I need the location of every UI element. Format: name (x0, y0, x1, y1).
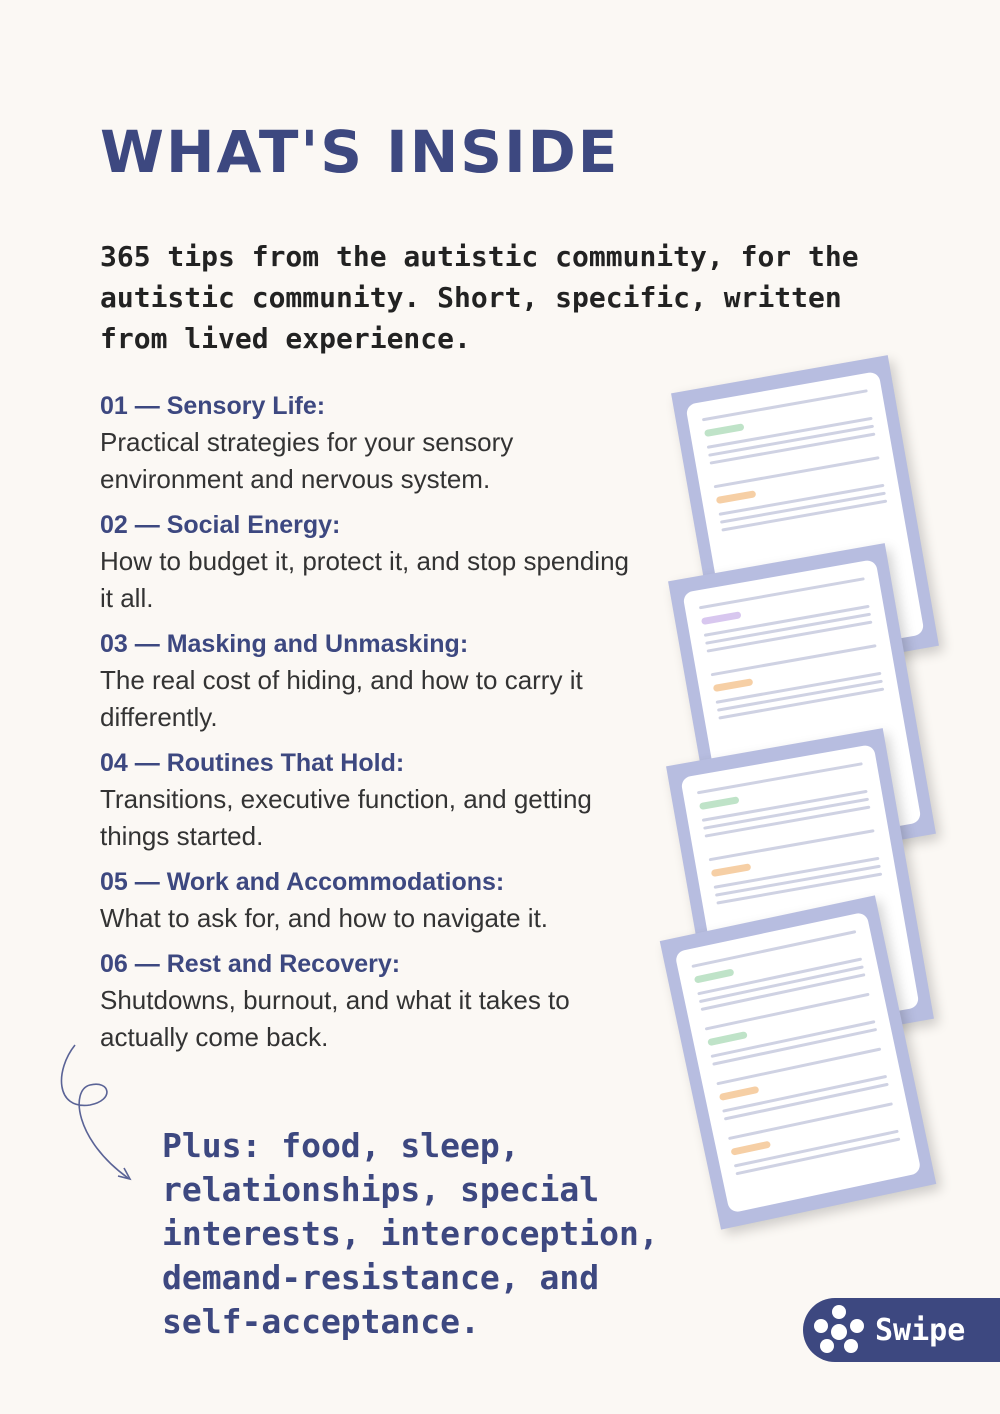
section-heading: 06 — Rest and Recovery: (100, 950, 401, 978)
section-heading: 04 — Routines That Hold: (100, 749, 405, 777)
section-heading: 02 — Social Energy: (100, 511, 341, 539)
section-description: How to budget it, protect it, and stop spending it all. (100, 546, 630, 613)
section-item (100, 946, 640, 1056)
section-description: Transitions, executive function, and getting things started. (100, 784, 592, 851)
section-item (100, 388, 640, 498)
swipe-button[interactable] (803, 1298, 1000, 1362)
sections-list (100, 388, 640, 1065)
section-heading: 01 — Sensory Life: (100, 392, 326, 420)
paw-icon (811, 1302, 867, 1358)
section-description: The real cost of hiding, and how to carry it differently. (100, 665, 583, 732)
section-heading: 05 — Work and Accommodations: (100, 868, 505, 896)
plus-text: Plus: food, sleep, relationships, special interests, interoception, demand-resistance, and self-acceptance. (162, 1126, 659, 1341)
swipe-label: Swipe (875, 1312, 966, 1348)
curly-arrow-icon (50, 1040, 150, 1190)
intro-text: 365 tips from the autistic community, for the autistic community. Short, specific, written from lived experience. (100, 240, 859, 355)
section-description: Practical strategies for your sensory environment and nervous system. (100, 427, 514, 494)
section-description: What to ask for, and how to navigate it. (100, 903, 549, 933)
section-item (100, 507, 640, 617)
section-item (100, 745, 640, 855)
section-item (100, 626, 640, 736)
section-item (100, 864, 640, 937)
section-description: Shutdowns, burnout, and what it takes to actually come back. (100, 985, 570, 1052)
section-heading: 03 — Masking and Unmasking: (100, 630, 469, 658)
page-title: WHAT'S INSIDE (100, 118, 620, 186)
